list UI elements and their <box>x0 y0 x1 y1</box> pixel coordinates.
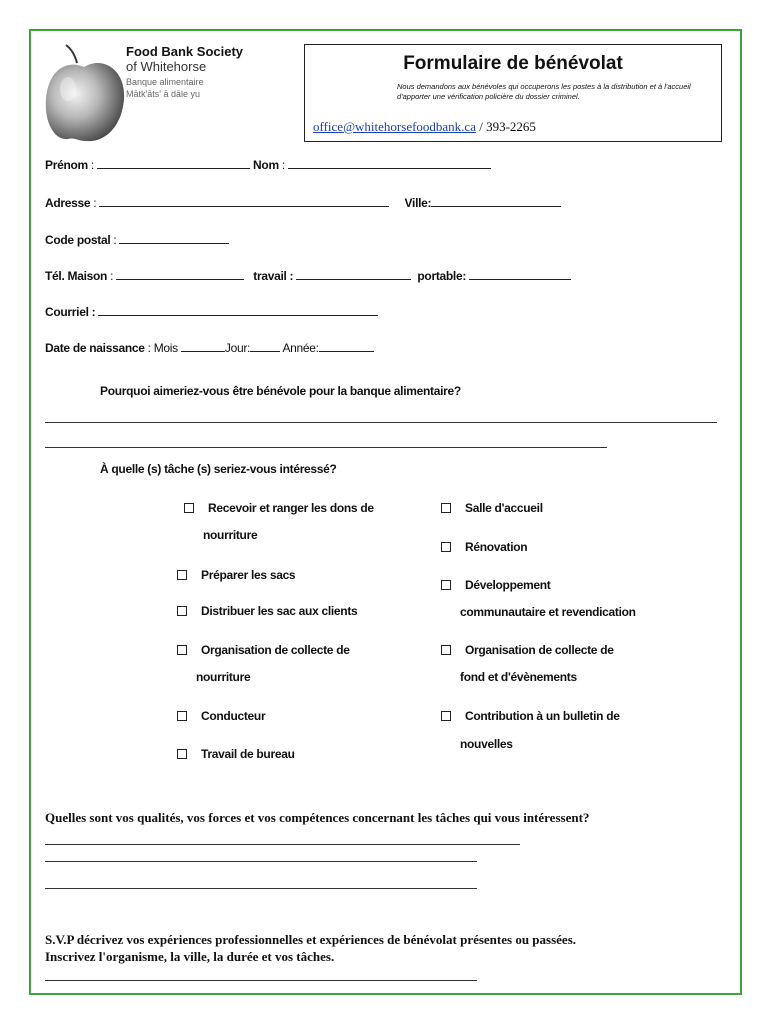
travail-label: travail : <box>253 269 294 283</box>
checkbox[interactable] <box>441 711 451 721</box>
portable-field[interactable] <box>469 268 571 280</box>
form-title: Formulaire de bénévolat <box>403 53 623 74</box>
travail-field[interactable] <box>296 268 411 280</box>
mois-label: : Mois <box>144 341 181 355</box>
qualities-line-2[interactable] <box>45 861 477 862</box>
adresse-label: Adresse <box>45 196 91 210</box>
task-reception[interactable] <box>441 501 543 515</box>
date-naissance-label: Date de naissance <box>45 341 145 355</box>
task-community-dev[interactable] <box>441 578 550 592</box>
org-native: Mātk'āts' ā dāle yu <box>126 89 200 99</box>
courriel-field[interactable] <box>98 304 378 316</box>
police-check-note: Nous demandons aux bénévoles qui occuperons les postes à la distribution et à l'accueil d'apporter une vérification policière du dossier criminel. <box>397 82 691 101</box>
checkbox[interactable] <box>441 580 451 590</box>
answer-line-1[interactable] <box>45 422 717 423</box>
answer-line-2[interactable] <box>45 447 607 448</box>
checkbox[interactable] <box>184 503 194 513</box>
row-name: Prénom : Nom : <box>45 157 491 172</box>
row-phones: Tél. Maison : travail : portable: <box>45 268 571 283</box>
checkbox[interactable] <box>177 606 187 616</box>
experience-line[interactable] <box>45 980 477 981</box>
prenom-field[interactable] <box>97 157 250 169</box>
task-food-drive[interactable] <box>177 643 350 657</box>
question-experience <box>45 931 576 965</box>
adresse-field[interactable] <box>99 195 389 207</box>
question-why-volunteer: Pourquoi aimeriez-vous être bénévole pour la banque alimentaire? <box>100 384 461 398</box>
task-renovation[interactable] <box>441 540 527 554</box>
task-label: Distribuer les sac aux clients <box>201 604 358 618</box>
task-label: Recevoir et ranger les dons de <box>208 501 374 515</box>
page-border <box>29 29 742 995</box>
checkbox[interactable] <box>441 503 451 513</box>
contact-line <box>313 119 536 135</box>
experience-line-2-text: Inscrivez l'organisme, la ville, la durée et vos tâches. <box>45 949 335 964</box>
task-label: Conducteur <box>201 709 266 723</box>
checkbox[interactable] <box>177 645 187 655</box>
nom-field[interactable] <box>288 157 491 169</box>
task-office-work[interactable] <box>177 747 295 761</box>
courriel-label: Courriel : <box>45 305 96 319</box>
code-postal-field[interactable] <box>119 232 229 244</box>
org-french-name <box>126 76 204 100</box>
org-name: Food Bank Society <box>126 44 244 59</box>
row-postal: Code postal : <box>45 232 229 247</box>
task-driver[interactable] <box>177 709 265 723</box>
task-prepare-bags[interactable] <box>177 568 295 582</box>
jour-label: Jour: <box>224 341 251 355</box>
task-food-drive-cont: nourriture <box>196 670 251 684</box>
row-birthdate <box>45 340 374 355</box>
task-newsletter[interactable] <box>441 709 620 723</box>
title-box <box>304 44 722 142</box>
mois-field[interactable] <box>181 340 225 352</box>
experience-line-1-text: S.V.P décrivez vos expériences professionnelles et expériences de bénévolat présentes ou passées. <box>45 932 577 947</box>
task-label: Travail de bureau <box>201 747 295 761</box>
question-qualities: Quelles sont vos qualités, vos forces et vos compétences concernant les tâches qui vous intéressent? <box>45 810 590 825</box>
nom-label: Nom <box>253 158 279 172</box>
task-label: Organisation de collecte de <box>465 643 614 657</box>
checkbox[interactable] <box>177 711 187 721</box>
annee-field[interactable] <box>319 340 374 352</box>
org-fr: Banque alimentaire <box>126 77 204 87</box>
org-subtitle: of Whitehorse <box>126 59 207 74</box>
task-receive-store-cont: nourriture <box>203 528 258 542</box>
task-label: Développement <box>465 578 551 592</box>
task-community-dev-cont: communautaire et revendication <box>460 605 636 619</box>
annee-label: Année: <box>280 341 319 355</box>
row-email <box>45 304 378 319</box>
email-link[interactable]: office@whitehorsefoodbank.ca <box>313 119 476 134</box>
tel-maison-field[interactable] <box>116 268 244 280</box>
checkbox[interactable] <box>177 749 187 759</box>
task-label: Salle d'accueil <box>465 501 543 515</box>
portable-label: portable: <box>417 269 467 283</box>
apple-logo <box>44 41 126 145</box>
task-distribute-bags[interactable] <box>177 604 357 618</box>
task-label: Contribution à un bulletin de <box>465 709 620 723</box>
question-tasks: À quelle (s) tâche (s) seriez-vous intéressé? <box>100 462 337 476</box>
ville-field[interactable] <box>431 195 561 207</box>
tel-maison-label: Tél. Maison <box>45 269 108 283</box>
task-label: Préparer les sacs <box>201 568 296 582</box>
qualities-line-3[interactable] <box>45 888 477 889</box>
task-newsletter-cont: nouvelles <box>460 737 513 751</box>
task-label: Rénovation <box>465 540 528 554</box>
task-label: Organisation de collecte de <box>201 643 350 657</box>
task-receive-store[interactable] <box>184 501 374 515</box>
qualities-line-1[interactable] <box>45 844 520 845</box>
task-fundraising-cont: fond et d'évènements <box>460 670 577 684</box>
task-fundraising[interactable] <box>441 643 614 657</box>
ville-label: Ville: <box>404 196 432 210</box>
checkbox[interactable] <box>441 542 451 552</box>
checkbox[interactable] <box>177 570 187 580</box>
checkbox[interactable] <box>441 645 451 655</box>
code-postal-label: Code postal <box>45 233 111 247</box>
phone-number: / 393-2265 <box>475 119 536 134</box>
row-address: Adresse : Ville: <box>45 195 561 210</box>
prenom-label: Prénom <box>45 158 88 172</box>
jour-field[interactable] <box>250 340 280 352</box>
